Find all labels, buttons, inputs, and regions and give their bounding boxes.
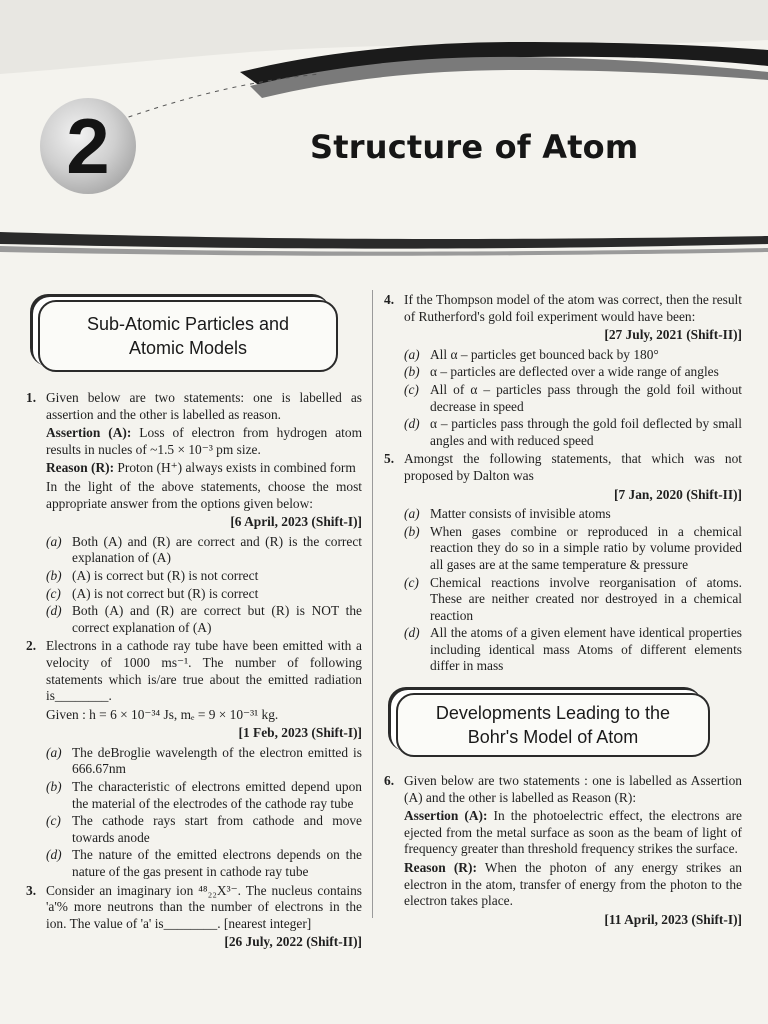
option-text: Matter consists of invisible atoms: [430, 506, 611, 522]
option-b: [46, 779, 362, 812]
question-number: 6.: [384, 773, 395, 789]
option-d: [404, 416, 742, 449]
option-text: (A) is not correct but (R) is correct: [72, 585, 259, 601]
option-label: (b): [404, 364, 420, 380]
reason-text: When the photon of any energy strikes an electron in the atom, transfer of energy from the photon to the electron takes place.: [404, 860, 742, 909]
option-b: [46, 568, 362, 585]
right-column: [384, 292, 742, 931]
question-2: [26, 638, 362, 742]
option-label: (c): [404, 381, 419, 397]
question-text: Electrons in a cathode ray tube have been emitted with a velocity of 1000 ms⁻¹. The number of following statements which is/are true about the emitted radiation is________.: [46, 638, 362, 704]
option-a: [404, 506, 742, 523]
section-heading-line1: Developments Leading to the: [435, 703, 671, 724]
section-heading-bohr: [396, 693, 710, 757]
question-body: [46, 390, 362, 531]
option-a: [46, 534, 362, 567]
question-text: Amongst the following statements, that which was not proposed by Dalton was: [404, 451, 742, 483]
exam-source: [6 April, 2023 (Shift-I)]: [230, 514, 362, 530]
reason: [404, 860, 742, 910]
option-b: [404, 364, 742, 381]
option-d: [46, 603, 362, 636]
question-number: 1.: [26, 390, 37, 405]
option-text: The deBroglie wavelength of the electron emitted is 666.67nm: [72, 744, 362, 777]
reason: [46, 460, 362, 477]
section-heading-line1: Sub-Atomic Particles and: [86, 314, 290, 334]
exam-source: [11 April, 2023 (Shift-I)]: [604, 911, 742, 927]
option-label: (b): [46, 779, 62, 795]
exam-source: [26 July, 2022 (Shift-II)]: [224, 934, 362, 950]
option-d: [46, 847, 362, 880]
option-label: (a): [404, 506, 420, 522]
option-label: (b): [404, 523, 420, 539]
option-text: All α – particles get bounced back by 180°: [430, 346, 659, 362]
option-d: [404, 625, 742, 675]
question-text: If the Thompson model of the atom was correct, then the result of Rutherford's gold foil experiment would have been:: [404, 292, 742, 324]
assertion-label: Assertion (A):: [46, 425, 132, 441]
question-4: [384, 292, 742, 344]
options-q1: [26, 534, 362, 637]
option-label: (c): [404, 574, 419, 590]
option-c: [46, 813, 362, 846]
option-label: (d): [46, 847, 62, 863]
assertion: [46, 425, 362, 458]
option-a: [404, 347, 742, 364]
column-divider: [372, 290, 373, 918]
question-number: 4.: [384, 292, 395, 307]
question-number: 3.: [26, 882, 37, 898]
option-label: (d): [46, 603, 62, 619]
option-text: When gases combine or reproduced in a chemical reaction they do so in a simple ratio by volume provided all gases are at the same temperature & pressure: [430, 523, 742, 572]
question-body: [46, 883, 362, 951]
chapter-badge: [40, 98, 136, 194]
option-text: (A) is correct but (R) is not correct: [72, 567, 259, 583]
option-text: Both (A) and (R) are correct and (R) is the correct explanation of (A): [72, 533, 362, 566]
question-body: [46, 638, 362, 742]
reason-text: Proton (H⁺) always exists in combined form: [117, 460, 356, 476]
option-text: The nature of the emitted electrons depends on the nature of the gas present in cathode ray tube: [72, 847, 362, 880]
question-3: [26, 883, 362, 951]
question-1: [26, 390, 362, 531]
section-heading-subatomic: [38, 300, 338, 372]
option-label: (a): [46, 744, 62, 760]
options-q5: [384, 506, 742, 675]
chapter-number: 2: [66, 102, 110, 190]
section-heading-line2: Bohr's Model of Atom: [467, 727, 639, 748]
question-intro: Given below are two statements : one is labelled as Assertion (A) and the other is labelled as Reason (R):: [404, 773, 742, 805]
option-label: (a): [404, 346, 420, 362]
exam-source: [27 July, 2021 (Shift-II)]: [604, 327, 742, 343]
option-c: [46, 586, 362, 603]
option-label: (c): [46, 813, 61, 829]
reason-label: Reason (R):: [46, 460, 115, 476]
option-text: α – particles pass through the gold foil deflected by small angles and with reduced speed: [430, 416, 742, 448]
question-text: Consider an imaginary ion ⁴⁸₂₂X³⁻. The nucleus contains 'a'% more neutrons than the number of electrons in the ion. The value of 'a' is________. [nearest integer]: [46, 882, 362, 931]
question-intro: Given below are two statements: one is labelled as assertion and the other is labelled as reason.: [46, 390, 362, 422]
option-text: The characteristic of electrons emitted depend upon the material of the electrodes of the cathode ray tube: [72, 779, 362, 811]
assertion-text: In the photoelectric effect, the electrons are ejected from the metal surface as soon as the beam of light of frequency greater than threshold frequency strikes the surface.: [404, 808, 742, 857]
question-number: 5.: [384, 451, 395, 467]
option-label: (b): [46, 567, 62, 583]
question-5: [384, 451, 742, 503]
option-text: The cathode rays start from cathode and move towards anode: [72, 813, 362, 845]
options-q4: [384, 347, 742, 450]
question-6: [384, 773, 742, 928]
option-c: [404, 382, 742, 415]
assertion-label: Assertion (A):: [404, 808, 488, 824]
question-prompt: In the light of the above statements, choose the most appropriate answer from the options given below:: [46, 478, 362, 511]
option-text: All of α – particles pass through the gold foil without decrease in speed: [430, 381, 742, 414]
option-text: Both (A) and (R) are correct but (R) is NOT the correct explanation of (A): [72, 603, 362, 635]
option-text: α – particles are deflected over a wide range of angles: [430, 364, 719, 380]
question-given: Given : h = 6 × 10⁻³⁴ Js, mₑ = 9 × 10⁻³¹ kg.: [46, 706, 279, 722]
option-label: (c): [46, 585, 61, 601]
question-number: 2.: [26, 638, 37, 654]
question-body: [404, 451, 742, 503]
option-label: (a): [46, 533, 62, 549]
section-heading-line2: Atomic Models: [128, 338, 248, 358]
option-text: All the atoms of a given element have identical properties including identical mass Atoms of different elements differ in mass: [430, 625, 742, 674]
option-c: [404, 575, 742, 625]
option-text: Chemical reactions involve reorganisation of atoms. These are neither created nor destroyed in a chemical reaction: [430, 574, 742, 623]
question-body: [404, 773, 742, 928]
reason-label: Reason (R):: [404, 860, 477, 876]
assertion: [404, 808, 742, 858]
chapter-title: Structure of Atom: [310, 128, 639, 166]
assertion-text: Loss of electron from hydrogen atom results in nucles of ~1.5 × 10⁻³ pm size.: [46, 425, 362, 457]
exam-source: [7 Jan, 2020 (Shift-II)]: [614, 486, 742, 502]
option-b: [404, 524, 742, 574]
exam-source: [1 Feb, 2023 (Shift-I)]: [238, 725, 362, 741]
question-body: [404, 292, 742, 344]
option-label: (d): [404, 625, 420, 641]
option-a: [46, 745, 362, 778]
option-label: (d): [404, 416, 420, 432]
options-q2: [26, 745, 362, 881]
left-column: [26, 292, 362, 954]
